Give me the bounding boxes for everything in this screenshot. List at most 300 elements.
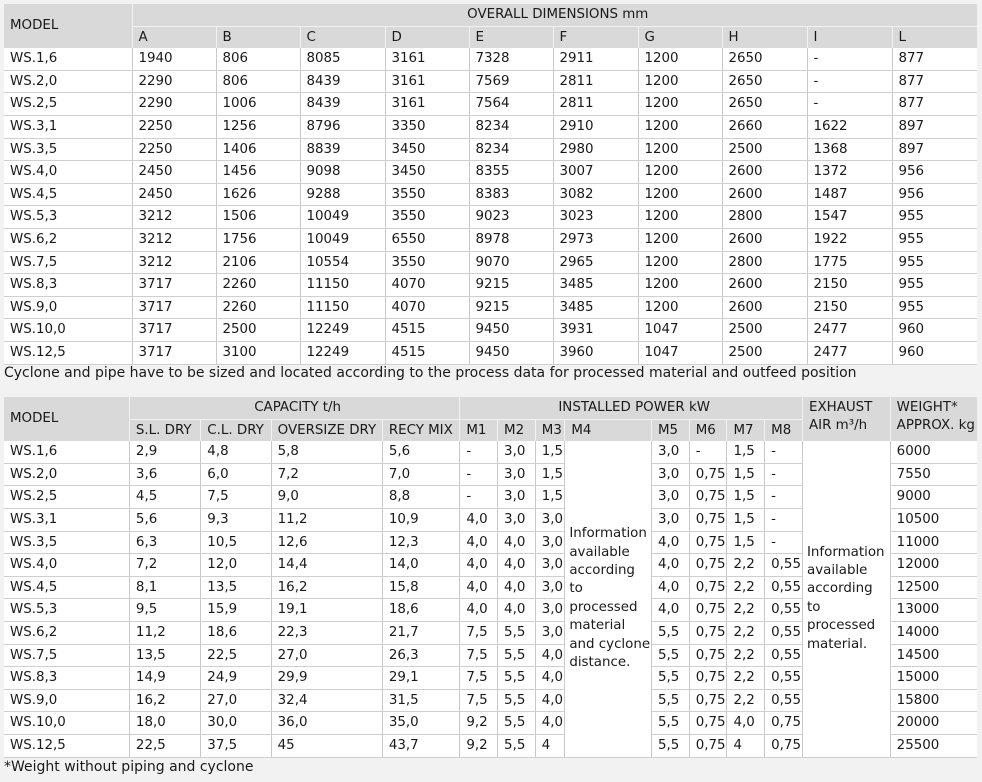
model-cell: WS.4,5 xyxy=(4,183,132,206)
dimension-cell: 2250 xyxy=(132,115,216,138)
power-cell: 0,55 xyxy=(765,554,803,577)
dimension-cell: 2650 xyxy=(722,70,807,93)
dimension-col-h: H xyxy=(722,26,807,48)
power-cell: 4,0 xyxy=(535,667,565,690)
power-cell: 0,75 xyxy=(689,621,727,644)
dimension-cell: 4515 xyxy=(385,341,469,364)
dimension-cell: 1200 xyxy=(638,296,722,319)
power-cell: 3,0 xyxy=(652,441,690,463)
dimension-cell: 3450 xyxy=(385,138,469,161)
dimension-cell: 9070 xyxy=(469,251,553,274)
capacity-cell: 22,3 xyxy=(271,621,382,644)
capacity-cell: 15,8 xyxy=(382,576,460,599)
dimension-cell: 9450 xyxy=(469,319,553,342)
power-cell: 3,0 xyxy=(535,508,565,531)
power-cell: 1,5 xyxy=(535,441,565,463)
capacity-cell: 11,2 xyxy=(129,621,200,644)
dimension-cell: 3023 xyxy=(553,206,638,229)
capacity-cell: 7,5 xyxy=(201,486,271,509)
power-cell: 3,0 xyxy=(535,531,565,554)
model-cell: WS.4,0 xyxy=(4,161,132,184)
dimension-cell: 1940 xyxy=(132,48,216,70)
dimension-cell: 956 xyxy=(892,161,977,184)
dimension-cell: 3717 xyxy=(132,341,216,364)
model-cell: WS.1,6 xyxy=(4,441,129,463)
capacity-cell: 18,6 xyxy=(382,599,460,622)
dimension-cell: 877 xyxy=(892,93,977,116)
dimension-cell: 3212 xyxy=(132,251,216,274)
weight-header: WEIGHT* APPROX. kg xyxy=(890,397,977,441)
capacity-cell: 18,6 xyxy=(201,621,271,644)
capacity-cell: 5,8 xyxy=(271,441,382,463)
power-cell: 7,5 xyxy=(460,667,498,690)
weight-cell: 9000 xyxy=(890,486,977,509)
power-cell: 0,75 xyxy=(689,644,727,667)
power-cell: 5,5 xyxy=(498,621,536,644)
power-cell: 4,0 xyxy=(498,576,536,599)
dimension-col-g: G xyxy=(638,26,722,48)
power-cell: 4,0 xyxy=(535,712,565,735)
capacity-col: C.L. DRY xyxy=(201,419,271,441)
table-row xyxy=(4,161,977,184)
power-cell: - xyxy=(460,486,498,509)
capacity-cell: 2,9 xyxy=(129,441,200,463)
capacity-cell: 3,6 xyxy=(129,463,200,486)
dimension-col-l: L xyxy=(892,26,977,48)
capacity-cell: 43,7 xyxy=(382,734,460,757)
dimension-cell: 3960 xyxy=(553,341,638,364)
power-cell: 9,2 xyxy=(460,734,498,757)
dimension-cell: 955 xyxy=(892,228,977,251)
capacity-cell: 14,0 xyxy=(382,554,460,577)
model-cell: WS.4,0 xyxy=(4,554,129,577)
dimension-cell: 2600 xyxy=(722,274,807,297)
power-cell: 1,5 xyxy=(727,508,765,531)
dimension-cell: 2477 xyxy=(807,319,892,342)
dimension-cell: 3717 xyxy=(132,296,216,319)
capacity-cell: 8,8 xyxy=(382,486,460,509)
dimension-cell: 1200 xyxy=(638,228,722,251)
dimension-cell: 2500 xyxy=(722,138,807,161)
power-cell: 7,5 xyxy=(460,621,498,644)
power-cell: 3,0 xyxy=(535,599,565,622)
table-row xyxy=(4,48,977,70)
dimension-cell: 3717 xyxy=(132,274,216,297)
power-col-m5: M5 xyxy=(652,419,690,441)
dimension-cell: 8234 xyxy=(469,138,553,161)
power-cell: - xyxy=(460,463,498,486)
power-cell: 4,0 xyxy=(652,554,690,577)
dimension-cell: 1456 xyxy=(216,161,300,184)
model-cell: WS.8,3 xyxy=(4,274,132,297)
dimension-cell: 1200 xyxy=(638,138,722,161)
power-cell: - xyxy=(765,531,803,554)
power-cell: 0,75 xyxy=(689,599,727,622)
power-cell: 5,5 xyxy=(498,712,536,735)
power-cell: 0,75 xyxy=(689,531,727,554)
model-cell: WS.10,0 xyxy=(4,319,132,342)
capacity-cell: 13,5 xyxy=(201,576,271,599)
power-cell: 4,0 xyxy=(727,712,765,735)
capacity-cell: 8,1 xyxy=(129,576,200,599)
table-row xyxy=(4,183,977,206)
dimension-cell: 8234 xyxy=(469,115,553,138)
dimension-cell: 3007 xyxy=(553,161,638,184)
power-col-m6: M6 xyxy=(689,419,727,441)
power-cell: 5,5 xyxy=(498,644,536,667)
dimension-cell: 9288 xyxy=(300,183,385,206)
dimension-cell: 2973 xyxy=(553,228,638,251)
capacity-cell: 18,0 xyxy=(129,712,200,735)
power-cell: 1,5 xyxy=(727,486,765,509)
capacity-cell: 7,0 xyxy=(382,463,460,486)
capacity-col: RECY MIX xyxy=(382,419,460,441)
dimension-cell: 2290 xyxy=(132,70,216,93)
power-cell: 0,75 xyxy=(689,734,727,757)
dimension-cell: 8439 xyxy=(300,70,385,93)
model-cell: WS.7,5 xyxy=(4,251,132,274)
dimension-cell: 2800 xyxy=(722,251,807,274)
dimension-cell: 1200 xyxy=(638,48,722,70)
capacity-cell: 15,9 xyxy=(201,599,271,622)
dimension-cell: 2910 xyxy=(553,115,638,138)
power-cell: 5,5 xyxy=(498,689,536,712)
dimension-cell: 960 xyxy=(892,319,977,342)
model-cell: WS.9,0 xyxy=(4,296,132,319)
dimension-cell: 2450 xyxy=(132,161,216,184)
dimension-cell: 1368 xyxy=(807,138,892,161)
power-cell: 0,75 xyxy=(765,734,803,757)
dimension-cell: 9023 xyxy=(469,206,553,229)
power-cell: 0,75 xyxy=(689,463,727,486)
power-cell: 0,55 xyxy=(765,621,803,644)
power-col-m2: M2 xyxy=(498,419,536,441)
power-cell: 3,0 xyxy=(498,441,536,463)
dimension-cell: 1047 xyxy=(638,319,722,342)
power-cell: 0,55 xyxy=(765,644,803,667)
capacity-cell: 12,0 xyxy=(201,554,271,577)
capacity-cell: 30,0 xyxy=(201,712,271,735)
power-cell: 5,5 xyxy=(652,689,690,712)
table-row xyxy=(4,228,977,251)
capacity-cell: 16,2 xyxy=(129,689,200,712)
power-cell: - xyxy=(765,463,803,486)
power-cell: 2,2 xyxy=(727,599,765,622)
m4-info-note: Information available according to processed material and cyclone distance. xyxy=(565,441,652,757)
capacity-cell: 16,2 xyxy=(271,576,382,599)
dimension-cell: 8085 xyxy=(300,48,385,70)
dimension-cell: 9098 xyxy=(300,161,385,184)
power-col-m8: M8 xyxy=(765,419,803,441)
capacity-cell: 37,5 xyxy=(201,734,271,757)
dimension-cell: 3550 xyxy=(385,206,469,229)
installed-power-header: INSTALLED POWER kW xyxy=(460,397,803,419)
model-cell: WS.2,5 xyxy=(4,486,129,509)
power-cell: 5,5 xyxy=(652,734,690,757)
dimension-cell: 955 xyxy=(892,206,977,229)
dimension-cell: 3717 xyxy=(132,319,216,342)
dimension-cell: - xyxy=(807,48,892,70)
capacity-cell: 36,0 xyxy=(271,712,382,735)
capacity-cell: 12,3 xyxy=(382,531,460,554)
dimension-cell: 1626 xyxy=(216,183,300,206)
table-row xyxy=(4,70,977,93)
dimension-cell: 1200 xyxy=(638,161,722,184)
table-row xyxy=(4,319,977,342)
table-row xyxy=(4,115,977,138)
power-cell: 1,5 xyxy=(535,463,565,486)
power-cell: 4,0 xyxy=(460,554,498,577)
dimension-col-f: F xyxy=(553,26,638,48)
exhaust-info-note: Information available according to processed material. xyxy=(802,441,890,757)
dimension-cell: 956 xyxy=(892,183,977,206)
dimension-cell: 955 xyxy=(892,296,977,319)
power-cell: 0,75 xyxy=(689,689,727,712)
dimension-cell: 955 xyxy=(892,251,977,274)
model-cell: WS.3,1 xyxy=(4,115,132,138)
power-cell: 3,0 xyxy=(498,486,536,509)
weight-cell: 10500 xyxy=(890,508,977,531)
dimension-col-c: C xyxy=(300,26,385,48)
dimension-cell: 8439 xyxy=(300,93,385,116)
power-col-m1: M1 xyxy=(460,419,498,441)
dimension-cell: 2660 xyxy=(722,115,807,138)
table-row xyxy=(4,274,977,297)
dimension-col-i: I xyxy=(807,26,892,48)
capacity-col: OVERSIZE DRY xyxy=(271,419,382,441)
dimension-cell: - xyxy=(807,70,892,93)
weight-cell: 25500 xyxy=(890,734,977,757)
dimension-cell: 3550 xyxy=(385,183,469,206)
weight-cell: 14500 xyxy=(890,644,977,667)
capacity-header: CAPACITY t/h xyxy=(129,397,459,419)
dimension-cell: 1506 xyxy=(216,206,300,229)
capacity-cell: 19,1 xyxy=(271,599,382,622)
dimension-cell: 3485 xyxy=(553,274,638,297)
dimension-cell: 1256 xyxy=(216,115,300,138)
power-cell: 1,5 xyxy=(727,441,765,463)
power-cell: 2,2 xyxy=(727,621,765,644)
dimension-cell: - xyxy=(807,93,892,116)
dimension-cell: 897 xyxy=(892,138,977,161)
dimension-col-d: D xyxy=(385,26,469,48)
power-cell: 3,0 xyxy=(535,554,565,577)
dimension-cell: 9215 xyxy=(469,274,553,297)
exhaust-air-header: EXHAUST AIR m³/h xyxy=(802,397,890,441)
power-cell: 0,75 xyxy=(689,508,727,531)
power-cell: 3,0 xyxy=(535,576,565,599)
power-cell: 2,2 xyxy=(727,667,765,690)
table-row xyxy=(4,93,977,116)
table-row xyxy=(4,441,977,463)
power-cell: 4,0 xyxy=(460,576,498,599)
model-cell: WS.6,2 xyxy=(4,228,132,251)
power-cell: 4 xyxy=(727,734,765,757)
table-row xyxy=(4,341,977,364)
model-cell: WS.9,0 xyxy=(4,689,129,712)
capacity-cell: 6,3 xyxy=(129,531,200,554)
dimension-cell: 3212 xyxy=(132,206,216,229)
power-cell: 2,2 xyxy=(727,644,765,667)
power-cell: 3,0 xyxy=(652,508,690,531)
capacity-cell: 9,0 xyxy=(271,486,382,509)
power-col-m7: M7 xyxy=(727,419,765,441)
power-cell: 4,0 xyxy=(535,689,565,712)
capacity-cell: 12,6 xyxy=(271,531,382,554)
power-cell: 0,55 xyxy=(765,689,803,712)
model-cell: WS.7,5 xyxy=(4,644,129,667)
weight-cell: 11000 xyxy=(890,531,977,554)
model-cell: WS.3,1 xyxy=(4,508,129,531)
dimension-cell: 2600 xyxy=(722,296,807,319)
dimension-cell: 2500 xyxy=(722,319,807,342)
dimension-cell: 1200 xyxy=(638,93,722,116)
capacity-cell: 9,3 xyxy=(201,508,271,531)
dimension-cell: 2500 xyxy=(216,319,300,342)
weight-cell: 15000 xyxy=(890,667,977,690)
model-cell: WS.4,5 xyxy=(4,576,129,599)
model-cell: WS.5,3 xyxy=(4,599,129,622)
power-cell: 0,55 xyxy=(765,576,803,599)
power-cell: 1,5 xyxy=(727,531,765,554)
dimension-cell: 6550 xyxy=(385,228,469,251)
table-row xyxy=(4,251,977,274)
dimension-cell: 1006 xyxy=(216,93,300,116)
capacity-cell: 7,2 xyxy=(271,463,382,486)
dimension-cell: 4070 xyxy=(385,296,469,319)
capacity-cell: 14,9 xyxy=(129,667,200,690)
dimension-cell: 8796 xyxy=(300,115,385,138)
model-cell: WS.12,5 xyxy=(4,341,132,364)
dimension-cell: 2150 xyxy=(807,296,892,319)
power-cell: 5,5 xyxy=(498,667,536,690)
dimension-cell: 2106 xyxy=(216,251,300,274)
dimension-cell: 1200 xyxy=(638,183,722,206)
power-cell: 0,75 xyxy=(689,486,727,509)
dimension-cell: 877 xyxy=(892,48,977,70)
dimension-cell: 2650 xyxy=(722,48,807,70)
dimension-cell: 7328 xyxy=(469,48,553,70)
power-cell: 0,55 xyxy=(765,667,803,690)
power-cell: 4,0 xyxy=(460,531,498,554)
capacity-cell: 4,5 xyxy=(129,486,200,509)
dimension-cell: 1200 xyxy=(638,251,722,274)
power-cell: 4,0 xyxy=(460,599,498,622)
power-cell: 4,0 xyxy=(652,531,690,554)
capacity-col: S.L. DRY xyxy=(129,419,200,441)
power-cell: 5,5 xyxy=(652,667,690,690)
power-cell: 0,75 xyxy=(689,576,727,599)
capacity-cell: 29,9 xyxy=(271,667,382,690)
dimension-cell: 3100 xyxy=(216,341,300,364)
dimension-cell: 3082 xyxy=(553,183,638,206)
model-cell: WS.2,0 xyxy=(4,463,129,486)
capacity-cell: 10,9 xyxy=(382,508,460,531)
power-cell: 0,75 xyxy=(765,712,803,735)
dimension-cell: 1047 xyxy=(638,341,722,364)
power-cell: 3,0 xyxy=(652,463,690,486)
capacity-cell: 10,5 xyxy=(201,531,271,554)
power-col-m3: M3 xyxy=(535,419,565,441)
power-cell: 4 xyxy=(535,734,565,757)
dimension-cell: 2980 xyxy=(553,138,638,161)
model-cell: WS.3,5 xyxy=(4,138,132,161)
dimension-cell: 9215 xyxy=(469,296,553,319)
dimension-cell: 2477 xyxy=(807,341,892,364)
capacity-cell: 14,4 xyxy=(271,554,382,577)
capacity-cell: 35,0 xyxy=(382,712,460,735)
power-cell: 5,5 xyxy=(652,712,690,735)
model-header: MODEL xyxy=(4,4,132,48)
capacity-cell: 27,0 xyxy=(271,644,382,667)
capacity-cell: 22,5 xyxy=(129,734,200,757)
capacity-cell: 24,9 xyxy=(201,667,271,690)
dimension-cell: 7569 xyxy=(469,70,553,93)
dimension-cell: 2911 xyxy=(553,48,638,70)
dimension-cell: 1406 xyxy=(216,138,300,161)
dimension-cell: 2811 xyxy=(553,93,638,116)
dimension-cell: 4515 xyxy=(385,319,469,342)
power-cell: 3,0 xyxy=(498,508,536,531)
power-cell: 4,0 xyxy=(535,644,565,667)
dimension-cell: 10049 xyxy=(300,206,385,229)
power-cell: 0,55 xyxy=(765,599,803,622)
capacity-cell: 27,0 xyxy=(201,689,271,712)
dimension-cell: 2260 xyxy=(216,274,300,297)
capacity-cell: 29,1 xyxy=(382,667,460,690)
dimension-cell: 2260 xyxy=(216,296,300,319)
model-cell: WS.8,3 xyxy=(4,667,129,690)
capacity-cell: 13,5 xyxy=(129,644,200,667)
dimension-cell: 2800 xyxy=(722,206,807,229)
power-cell: 0,75 xyxy=(689,712,727,735)
model-cell: WS.3,5 xyxy=(4,531,129,554)
overall-dimensions-header: OVERALL DIMENSIONS mm xyxy=(132,4,977,26)
weight-cell: 13000 xyxy=(890,599,977,622)
dimension-cell: 955 xyxy=(892,274,977,297)
model-header-2: MODEL xyxy=(4,397,129,441)
dimension-cell: 2450 xyxy=(132,183,216,206)
dimension-cell: 1756 xyxy=(216,228,300,251)
dimension-cell: 2811 xyxy=(553,70,638,93)
power-cell: 2,2 xyxy=(727,689,765,712)
capacity-cell: 6,0 xyxy=(201,463,271,486)
weight-cell: 7550 xyxy=(890,463,977,486)
dimension-cell: 2290 xyxy=(132,93,216,116)
power-cell: 5,5 xyxy=(652,621,690,644)
power-cell: 3,0 xyxy=(652,486,690,509)
dimension-cell: 1922 xyxy=(807,228,892,251)
table-row xyxy=(4,138,977,161)
dimension-cell: 9450 xyxy=(469,341,553,364)
power-cell: - xyxy=(765,508,803,531)
weight-footnote: *Weight without piping and cyclone xyxy=(4,759,254,775)
dimension-cell: 1372 xyxy=(807,161,892,184)
dimension-cell: 2965 xyxy=(553,251,638,274)
capacity-cell: 4,8 xyxy=(201,441,271,463)
capacity-cell: 21,7 xyxy=(382,621,460,644)
power-cell: - xyxy=(765,486,803,509)
power-cell: 4,0 xyxy=(652,599,690,622)
dimension-cell: 8978 xyxy=(469,228,553,251)
dimension-col-a: A xyxy=(132,26,216,48)
dimension-cell: 11150 xyxy=(300,296,385,319)
weight-cell: 6000 xyxy=(890,441,977,463)
model-cell: WS.6,2 xyxy=(4,621,129,644)
dimension-col-e: E xyxy=(469,26,553,48)
capacity-cell: 5,6 xyxy=(382,441,460,463)
capacity-cell: 45 xyxy=(271,734,382,757)
